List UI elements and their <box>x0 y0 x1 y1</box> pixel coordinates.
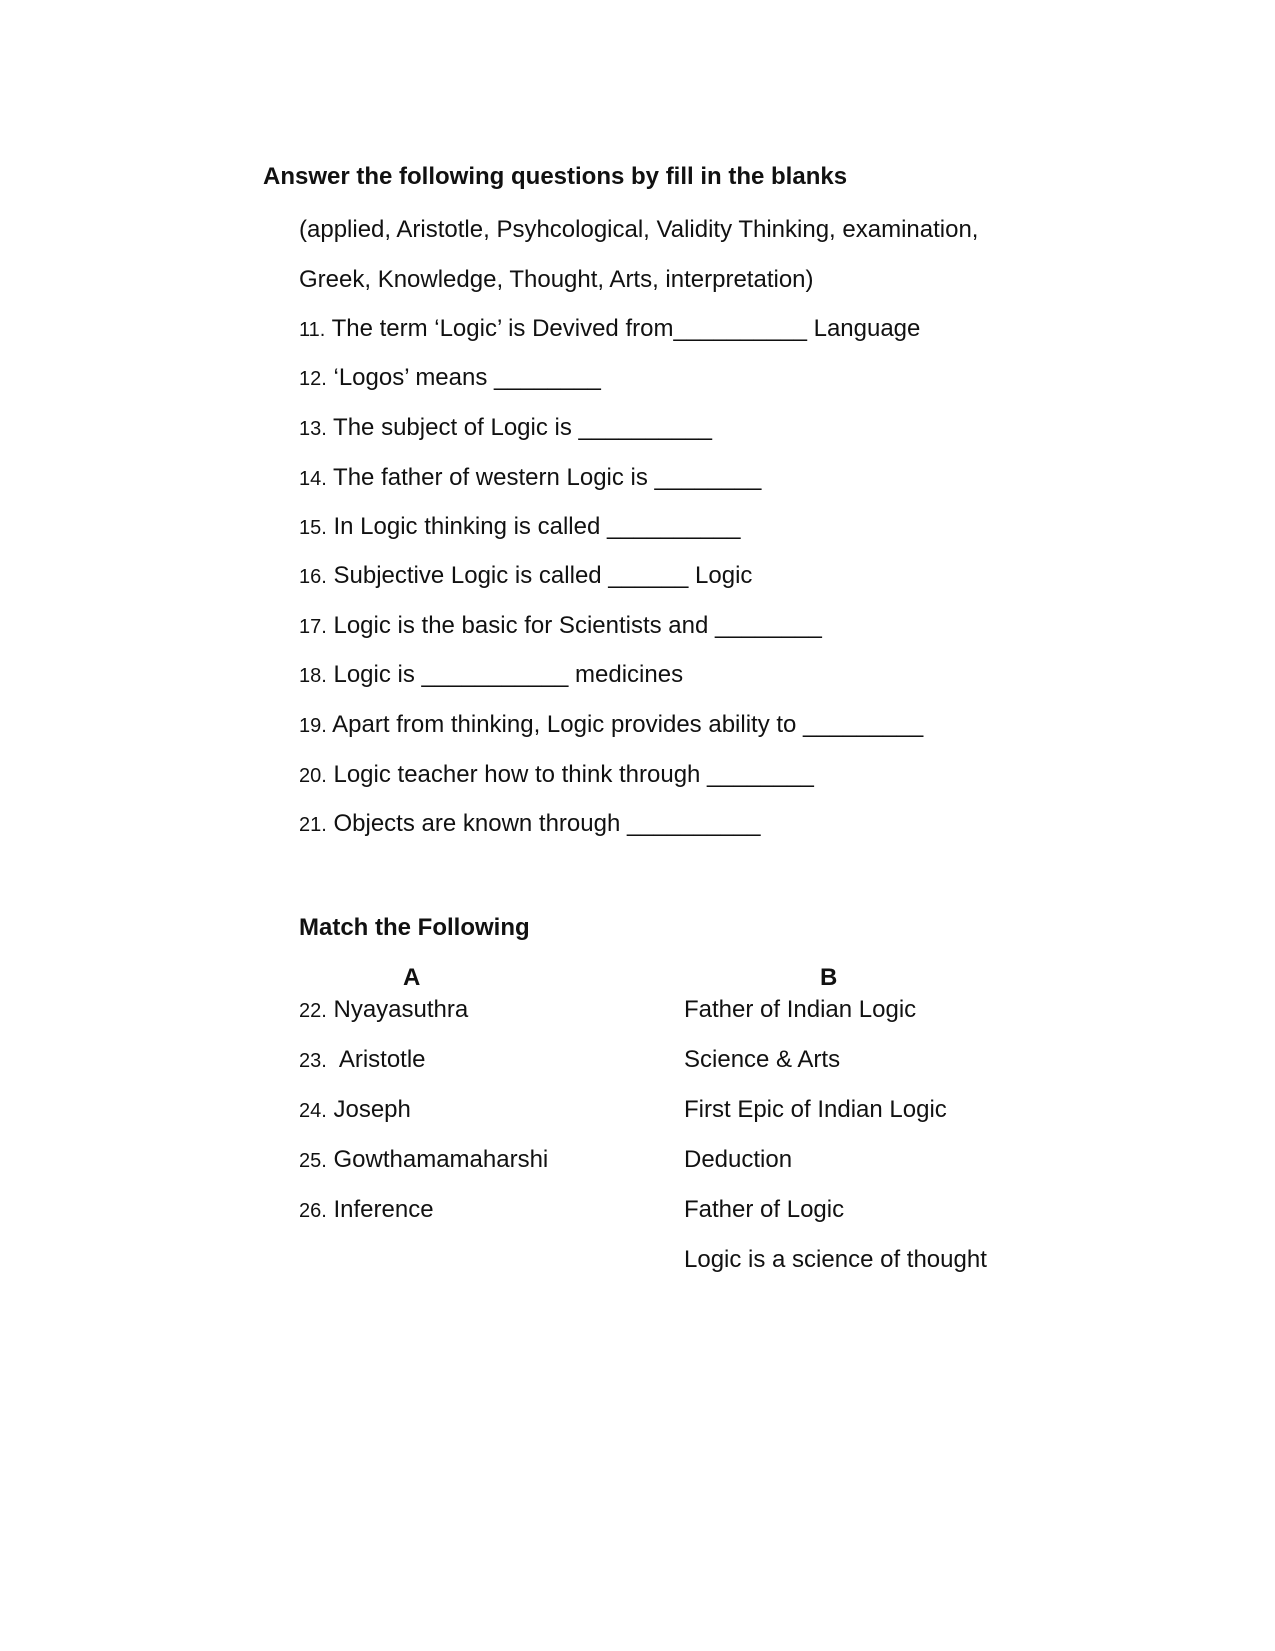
match-option: Science & Arts <box>684 1046 841 1073</box>
question-number: 15. <box>299 517 327 539</box>
question-number: 12. <box>299 368 327 390</box>
question-number: 13. <box>299 418 327 440</box>
question-16 <box>299 562 752 590</box>
question-17 <box>299 612 822 640</box>
match-option: Father of Logic <box>684 1196 845 1223</box>
match-number: 24. <box>299 1100 327 1122</box>
question-text: The father of western Logic is ________ <box>333 464 762 491</box>
question-number: 14. <box>299 468 327 490</box>
match-option: First Epic of Indian Logic <box>684 1096 947 1123</box>
match-option: Father of Indian Logic <box>684 996 917 1023</box>
question-number: 18. <box>299 665 327 687</box>
match-term: Joseph <box>333 1096 411 1123</box>
question-19 <box>299 711 923 739</box>
question-number: 16. <box>299 566 327 588</box>
question-number: 19. <box>299 715 327 737</box>
question-21 <box>299 810 760 838</box>
question-text: Objects are known through __________ <box>333 810 761 837</box>
match-number: 22. <box>299 1000 327 1022</box>
question-number: 20. <box>299 765 327 787</box>
match-item-23 <box>299 1046 426 1074</box>
question-number: 21. <box>299 814 327 836</box>
question-18 <box>299 661 683 689</box>
match-item-24 <box>299 1096 411 1124</box>
question-text: Logic is the basic for Scientists and ________ <box>333 612 822 639</box>
match-term: Inference <box>333 1196 434 1223</box>
question-text: Logic is ___________ medicines <box>333 661 684 688</box>
question-text: Subjective Logic is called ______ Logic <box>333 562 753 589</box>
word-bank-line-1: (applied, Aristotle, Psyhcological, Validity Thinking, examination, <box>299 216 979 243</box>
column-b-header: B <box>820 964 838 991</box>
column-a-header: A <box>403 964 421 991</box>
question-text: ‘Logos’ means ________ <box>333 364 601 391</box>
question-11 <box>299 315 920 343</box>
match-number: 23. <box>299 1050 327 1072</box>
match-option: Logic is a science of thought <box>684 1246 987 1273</box>
question-number: 11. <box>299 319 326 341</box>
question-text: The term ‘Logic’ is Devived from__________ Language <box>331 315 921 342</box>
question-15 <box>299 513 740 541</box>
question-13 <box>299 414 712 442</box>
match-item-26 <box>299 1196 434 1224</box>
question-12 <box>299 364 601 392</box>
question-14 <box>299 464 761 492</box>
match-item-22 <box>299 996 468 1024</box>
question-20 <box>299 761 814 789</box>
match-term: Nyayasuthra <box>333 996 469 1023</box>
match-item-25 <box>299 1146 548 1174</box>
question-text: In Logic thinking is called __________ <box>333 513 741 540</box>
question-text: Apart from thinking, Logic provides ability to _________ <box>332 711 924 738</box>
match-term: Aristotle <box>333 1046 426 1073</box>
match-title: Match the Following <box>299 914 530 941</box>
match-number: 25. <box>299 1150 327 1172</box>
match-term: Gowthamamaharshi <box>333 1146 549 1173</box>
match-number: 26. <box>299 1200 327 1222</box>
question-text: The subject of Logic is __________ <box>333 414 712 441</box>
match-option: Deduction <box>684 1146 793 1173</box>
question-number: 17. <box>299 616 327 638</box>
question-text: Logic teacher how to think through ________ <box>333 761 814 788</box>
word-bank-line-2: Greek, Knowledge, Thought, Arts, interpretation) <box>299 266 814 293</box>
page-heading: Answer the following questions by fill in the blanks <box>263 163 848 190</box>
